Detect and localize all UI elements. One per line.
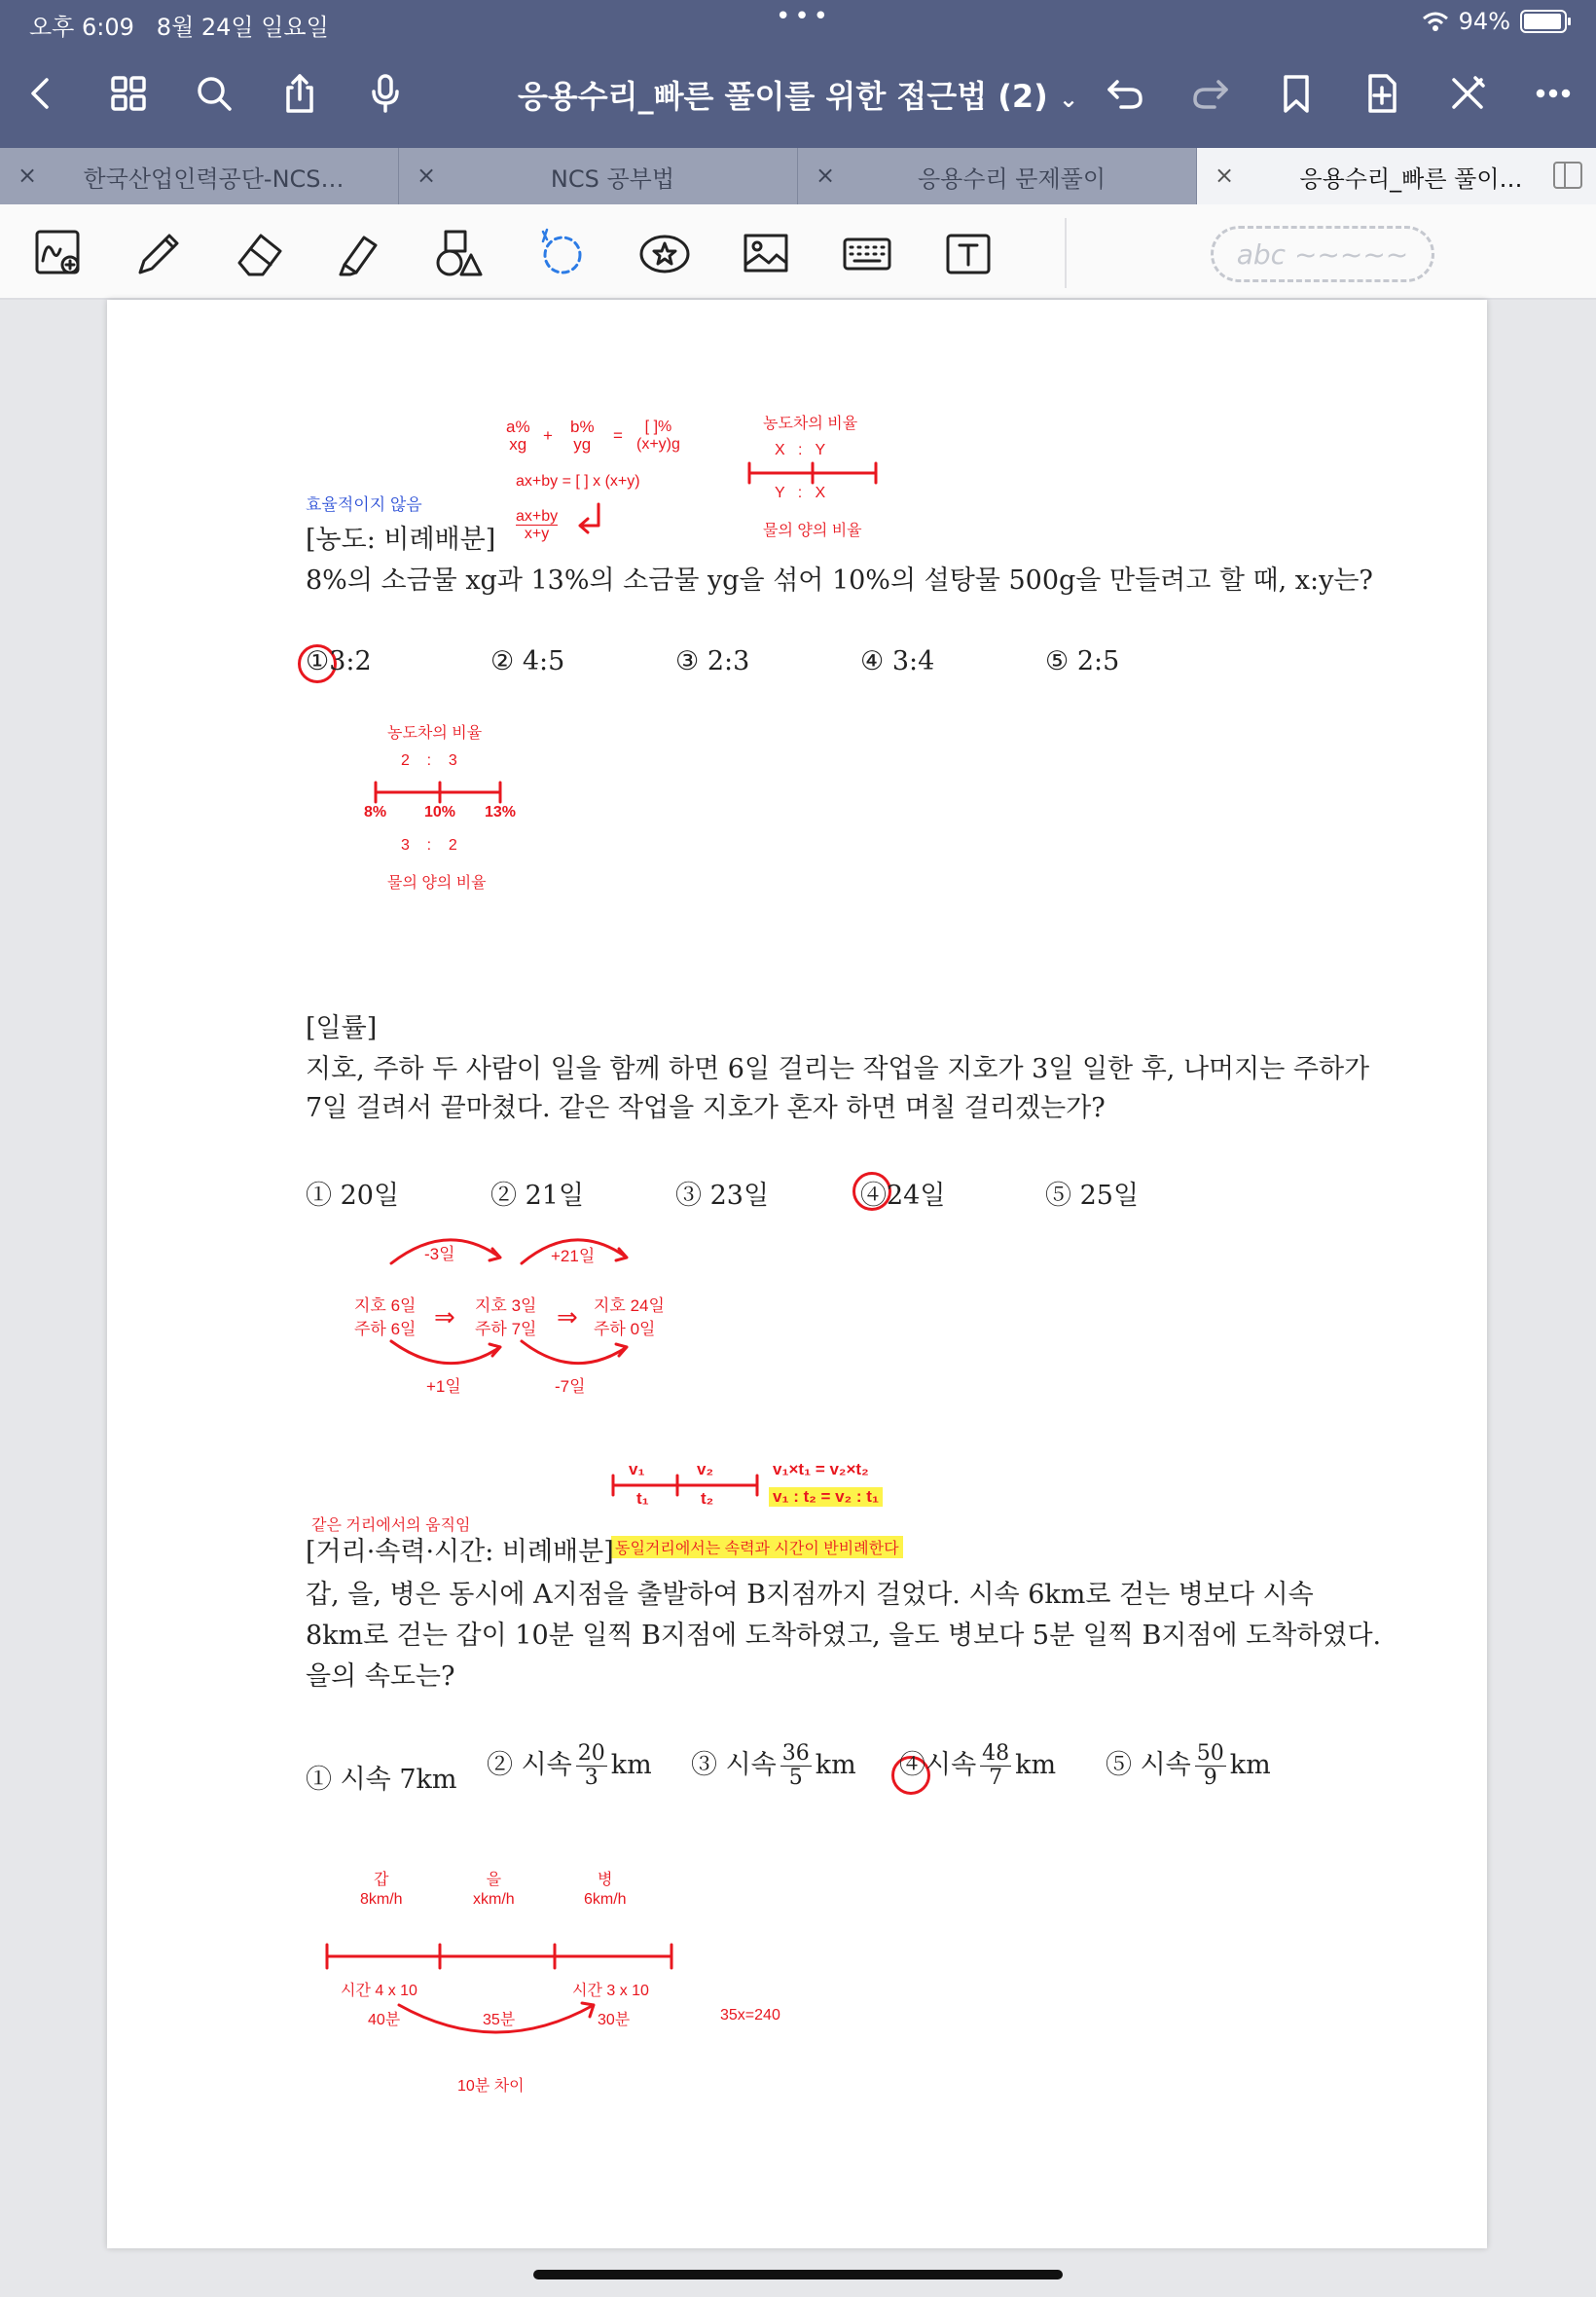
note-water-ratio-2: 물의 양의 비율 [387, 875, 487, 892]
note-eq2: v₁ : t₂ = v₂ : t₁ [769, 1487, 883, 1507]
chevron-down-icon: ⌄ [1058, 86, 1079, 113]
wifi-icon [1422, 11, 1449, 32]
q2-line-1: 지호, 주하 두 사람이 일을 함께 하면 6일 걸리는 작업을 지호가 3일 일한 후, 나머지는 주하가 [306, 1054, 1370, 1084]
back-button[interactable] [14, 66, 68, 121]
tab-label: 한국산업인력공단-NCS… [83, 164, 345, 193]
close-icon[interactable]: × [1215, 162, 1235, 189]
highlighter-tool[interactable] [329, 224, 389, 284]
q1-option-2[interactable]: ② 4:5 [490, 646, 565, 676]
note-m3: -3일 [424, 1245, 455, 1263]
keyboard-icon [839, 226, 895, 282]
q2-option-3[interactable]: ③ 23일 [675, 1181, 770, 1211]
note-conc-ratio-2: 농도차의 비율 [387, 725, 483, 742]
microphone-button[interactable] [358, 66, 413, 121]
pen-icon [130, 226, 187, 282]
redo-icon [1189, 72, 1232, 115]
note-plus: + [543, 426, 553, 445]
zoom-write-icon [31, 226, 88, 282]
search-icon [193, 72, 236, 115]
note-p21: +21일 [551, 1247, 596, 1265]
q3-option-5[interactable]: ⑤ 시속 $\frac{50}{9}$ km [1106, 1741, 1271, 1790]
tab-quick-solve[interactable] [1197, 148, 1596, 204]
battery-percent: 94% [1458, 8, 1510, 35]
arrow-icon: ⇒ [434, 1302, 455, 1331]
document-page [107, 300, 1487, 2248]
q1-heading: [농도: 비례배분] [306, 525, 496, 555]
note-40min: 40분 [368, 2012, 401, 2028]
battery-icon [1520, 10, 1567, 33]
more-button[interactable] [1526, 66, 1580, 121]
q2-option-1[interactable]: ① 20일 [306, 1181, 400, 1211]
pen-toolbar [0, 204, 1596, 300]
eraser-icon [232, 226, 288, 282]
curve-m7 [522, 1341, 627, 1364]
bookmark-icon [1275, 72, 1318, 115]
tab-bar [0, 148, 1596, 204]
note-state-2: 지호 3일 주하 7일 [475, 1296, 537, 1338]
note-xy: X : Y [775, 442, 826, 458]
speed-line [327, 1945, 671, 1968]
note-inverse: 동일거리에서는 속력과 시간이 반비례한다 [611, 1536, 903, 1558]
tab-label: 응용수리_빠른 풀이… [1299, 164, 1523, 193]
eraser-tool[interactable] [230, 224, 290, 284]
q3-option-4[interactable]: ④시속 $\frac{48}{7}$ km [899, 1741, 1057, 1790]
q1-option-3[interactable]: ③ 2:3 [675, 646, 750, 676]
note-gap: 갑 8km/h [360, 1872, 403, 1908]
note-inefficient: 효율적이지 않음 [306, 495, 422, 514]
note-yx: Y : X [775, 485, 826, 501]
close-icon[interactable]: × [18, 162, 38, 189]
note-t2: t₂ [701, 1489, 714, 1508]
q3-option-1[interactable]: ① 시속 7km [306, 1765, 457, 1795]
shape-icon [432, 226, 489, 282]
status-date: 8월 24일 일요일 [156, 14, 329, 41]
note-water-ratio: 물의 양의 비율 [763, 523, 862, 539]
scribble-input[interactable]: abc ~~~~~ [1211, 226, 1434, 282]
close-icon[interactable]: × [417, 162, 437, 189]
pencil-ruler-icon [1446, 72, 1489, 115]
document-title[interactable]: 응용수리_빠른 풀이를 위한 접근법 (2) ⌄ [517, 78, 1079, 115]
q1-option-5[interactable]: ⑤ 2:5 [1045, 646, 1120, 676]
lasso-tool[interactable] [531, 224, 592, 284]
highlighter-icon [331, 226, 387, 282]
note-fraction: ax+by x+y [516, 508, 559, 542]
keyboard-tool[interactable] [837, 224, 897, 284]
note-same-dist: 같은 거리에서의 움직임 [311, 1517, 471, 1534]
note-v2: v₂ [697, 1460, 714, 1478]
note-ratio-32: 3 : 2 [401, 837, 457, 854]
note-time-1: 시간 4 x 10 [341, 1983, 417, 1999]
status-bar [0, 0, 1596, 45]
q3-option-2[interactable]: ② 시속 $\frac{20}{3}$ km [487, 1741, 652, 1790]
tab-problem-solving[interactable] [798, 148, 1197, 204]
microphone-icon [364, 72, 407, 115]
battery-status [1422, 8, 1567, 35]
arrow-icon: ⇒ [557, 1302, 578, 1331]
note-eq1: v₁×t₁ = v₂×t₂ [773, 1460, 869, 1478]
q2-option-5[interactable]: ⑤ 25일 [1045, 1181, 1140, 1211]
q2-heading: [일률] [306, 1013, 378, 1043]
chevron-left-icon [19, 72, 62, 115]
note-10pct: 10% [424, 804, 456, 820]
grid-icon [107, 72, 150, 115]
q3-line-1: 갑, 을, 병은 동시에 A지점을 출발하여 B지점까지 걸었다. 시속 6km로 걷는 병보다 시속 [306, 1580, 1314, 1610]
note-8pct: 8% [364, 804, 387, 820]
q2-line-2: 7일 걸려서 끝마쳤다. 같은 작업을 지호가 혼자 하면 며칠 걸리겠는가? [306, 1093, 1106, 1123]
note-conc-ratio: 농도차의 비율 [763, 416, 858, 432]
q2-option-2[interactable]: ② 21일 [490, 1181, 585, 1211]
q1-option-4[interactable]: ④ 3:4 [860, 646, 935, 676]
top-bar [0, 0, 1596, 148]
sticker-tool[interactable] [635, 224, 695, 284]
note-ratio-23: 2 : 3 [401, 752, 457, 769]
note-formula: ax+by = [ ] x (x+y) [516, 473, 640, 490]
note-35min: 35분 [483, 2012, 516, 2028]
q3-line-2: 8km로 걷는 갑이 10분 일찍 B지점에 도착하였고, 을도 병보다 5분 일찍 B지점에 도착하였다. [306, 1621, 1382, 1651]
tab-hrdkorea[interactable] [0, 148, 399, 204]
note-state-3: 지호 24일 주하 0일 [594, 1296, 665, 1338]
more-icon [1532, 72, 1575, 115]
multitask-dots[interactable]: ••• [776, 2, 833, 31]
tab-label: 응용수리 문제풀이 [917, 164, 1106, 193]
grid-view-button[interactable] [101, 66, 156, 121]
pen-tool[interactable] [128, 224, 189, 284]
note-state-1: 지호 6일 주하 6일 [354, 1296, 417, 1338]
formula-arrow [580, 504, 598, 532]
shape-tool[interactable] [430, 224, 490, 284]
note-t1: t₁ [636, 1489, 649, 1508]
tools-button[interactable] [1440, 66, 1495, 121]
add-page-icon [1360, 72, 1403, 115]
zoom-write-tool[interactable] [29, 224, 90, 284]
text-icon [940, 226, 997, 282]
note-eq: = [613, 426, 623, 445]
share-button[interactable] [272, 66, 327, 121]
bookmark-button[interactable] [1269, 66, 1324, 121]
text-tool[interactable] [938, 224, 998, 284]
note-p1: +1일 [426, 1377, 461, 1396]
status-time: 오후 6:09 8월 24일 일요일 [29, 14, 329, 41]
undo-button[interactable] [1098, 66, 1152, 121]
q1-text: 8%의 소금물 xg과 13%의 소금물 yg을 섞어 10%의 설탕물 500g을 만들려고 할 때, x:y는? [306, 565, 1373, 596]
lasso-icon [533, 226, 590, 282]
q3-option-3[interactable]: ③ 시속 $\frac{36}{5}$ km [691, 1741, 856, 1790]
q3-line-3: 을의 속도는? [306, 1661, 455, 1692]
home-indicator[interactable] [533, 2270, 1063, 2279]
note-a-pct: a% xg [506, 418, 530, 454]
note-v1: v₁ [629, 1460, 645, 1478]
note-eul: 을 xkm/h [473, 1872, 515, 1908]
note-35x: 35x=240 [720, 2007, 780, 2024]
q2-option-4[interactable]: ④24일 [860, 1181, 946, 1211]
ratio-line-1 [749, 463, 876, 483]
search-button[interactable] [187, 66, 241, 121]
split-view-icon[interactable] [1553, 162, 1582, 189]
q3-heading: [거리·속력·시간: 비례배분] [306, 1537, 614, 1567]
note-b-pct: b% yg [570, 418, 595, 454]
note-30min: 30분 [598, 2012, 631, 2028]
tab-ncs-study[interactable] [399, 148, 798, 204]
note-byeong: 병 6km/h [584, 1872, 627, 1908]
note-time-2: 시간 3 x 10 [572, 1983, 649, 1999]
close-icon[interactable]: × [816, 162, 836, 189]
number-line-1 [376, 783, 500, 802]
sticker-icon [636, 226, 693, 282]
q1-option-1[interactable]: ①3:2 [306, 646, 372, 676]
image-icon [738, 226, 794, 282]
image-tool[interactable] [736, 224, 796, 284]
note-13pct: 13% [485, 804, 517, 820]
share-icon [278, 72, 321, 115]
note-m7: -7일 [555, 1377, 586, 1396]
toolbar-divider [1065, 218, 1067, 288]
redo-button[interactable] [1183, 66, 1238, 121]
curve-p1 [391, 1341, 500, 1364]
note-10min-diff: 10분 차이 [457, 2078, 525, 2095]
document-toolbar [0, 55, 1596, 132]
add-page-button[interactable] [1355, 66, 1409, 121]
undo-icon [1104, 72, 1146, 115]
note-result: [ ]% (x+y)g [636, 419, 680, 453]
tab-label: NCS 공부법 [550, 164, 675, 193]
